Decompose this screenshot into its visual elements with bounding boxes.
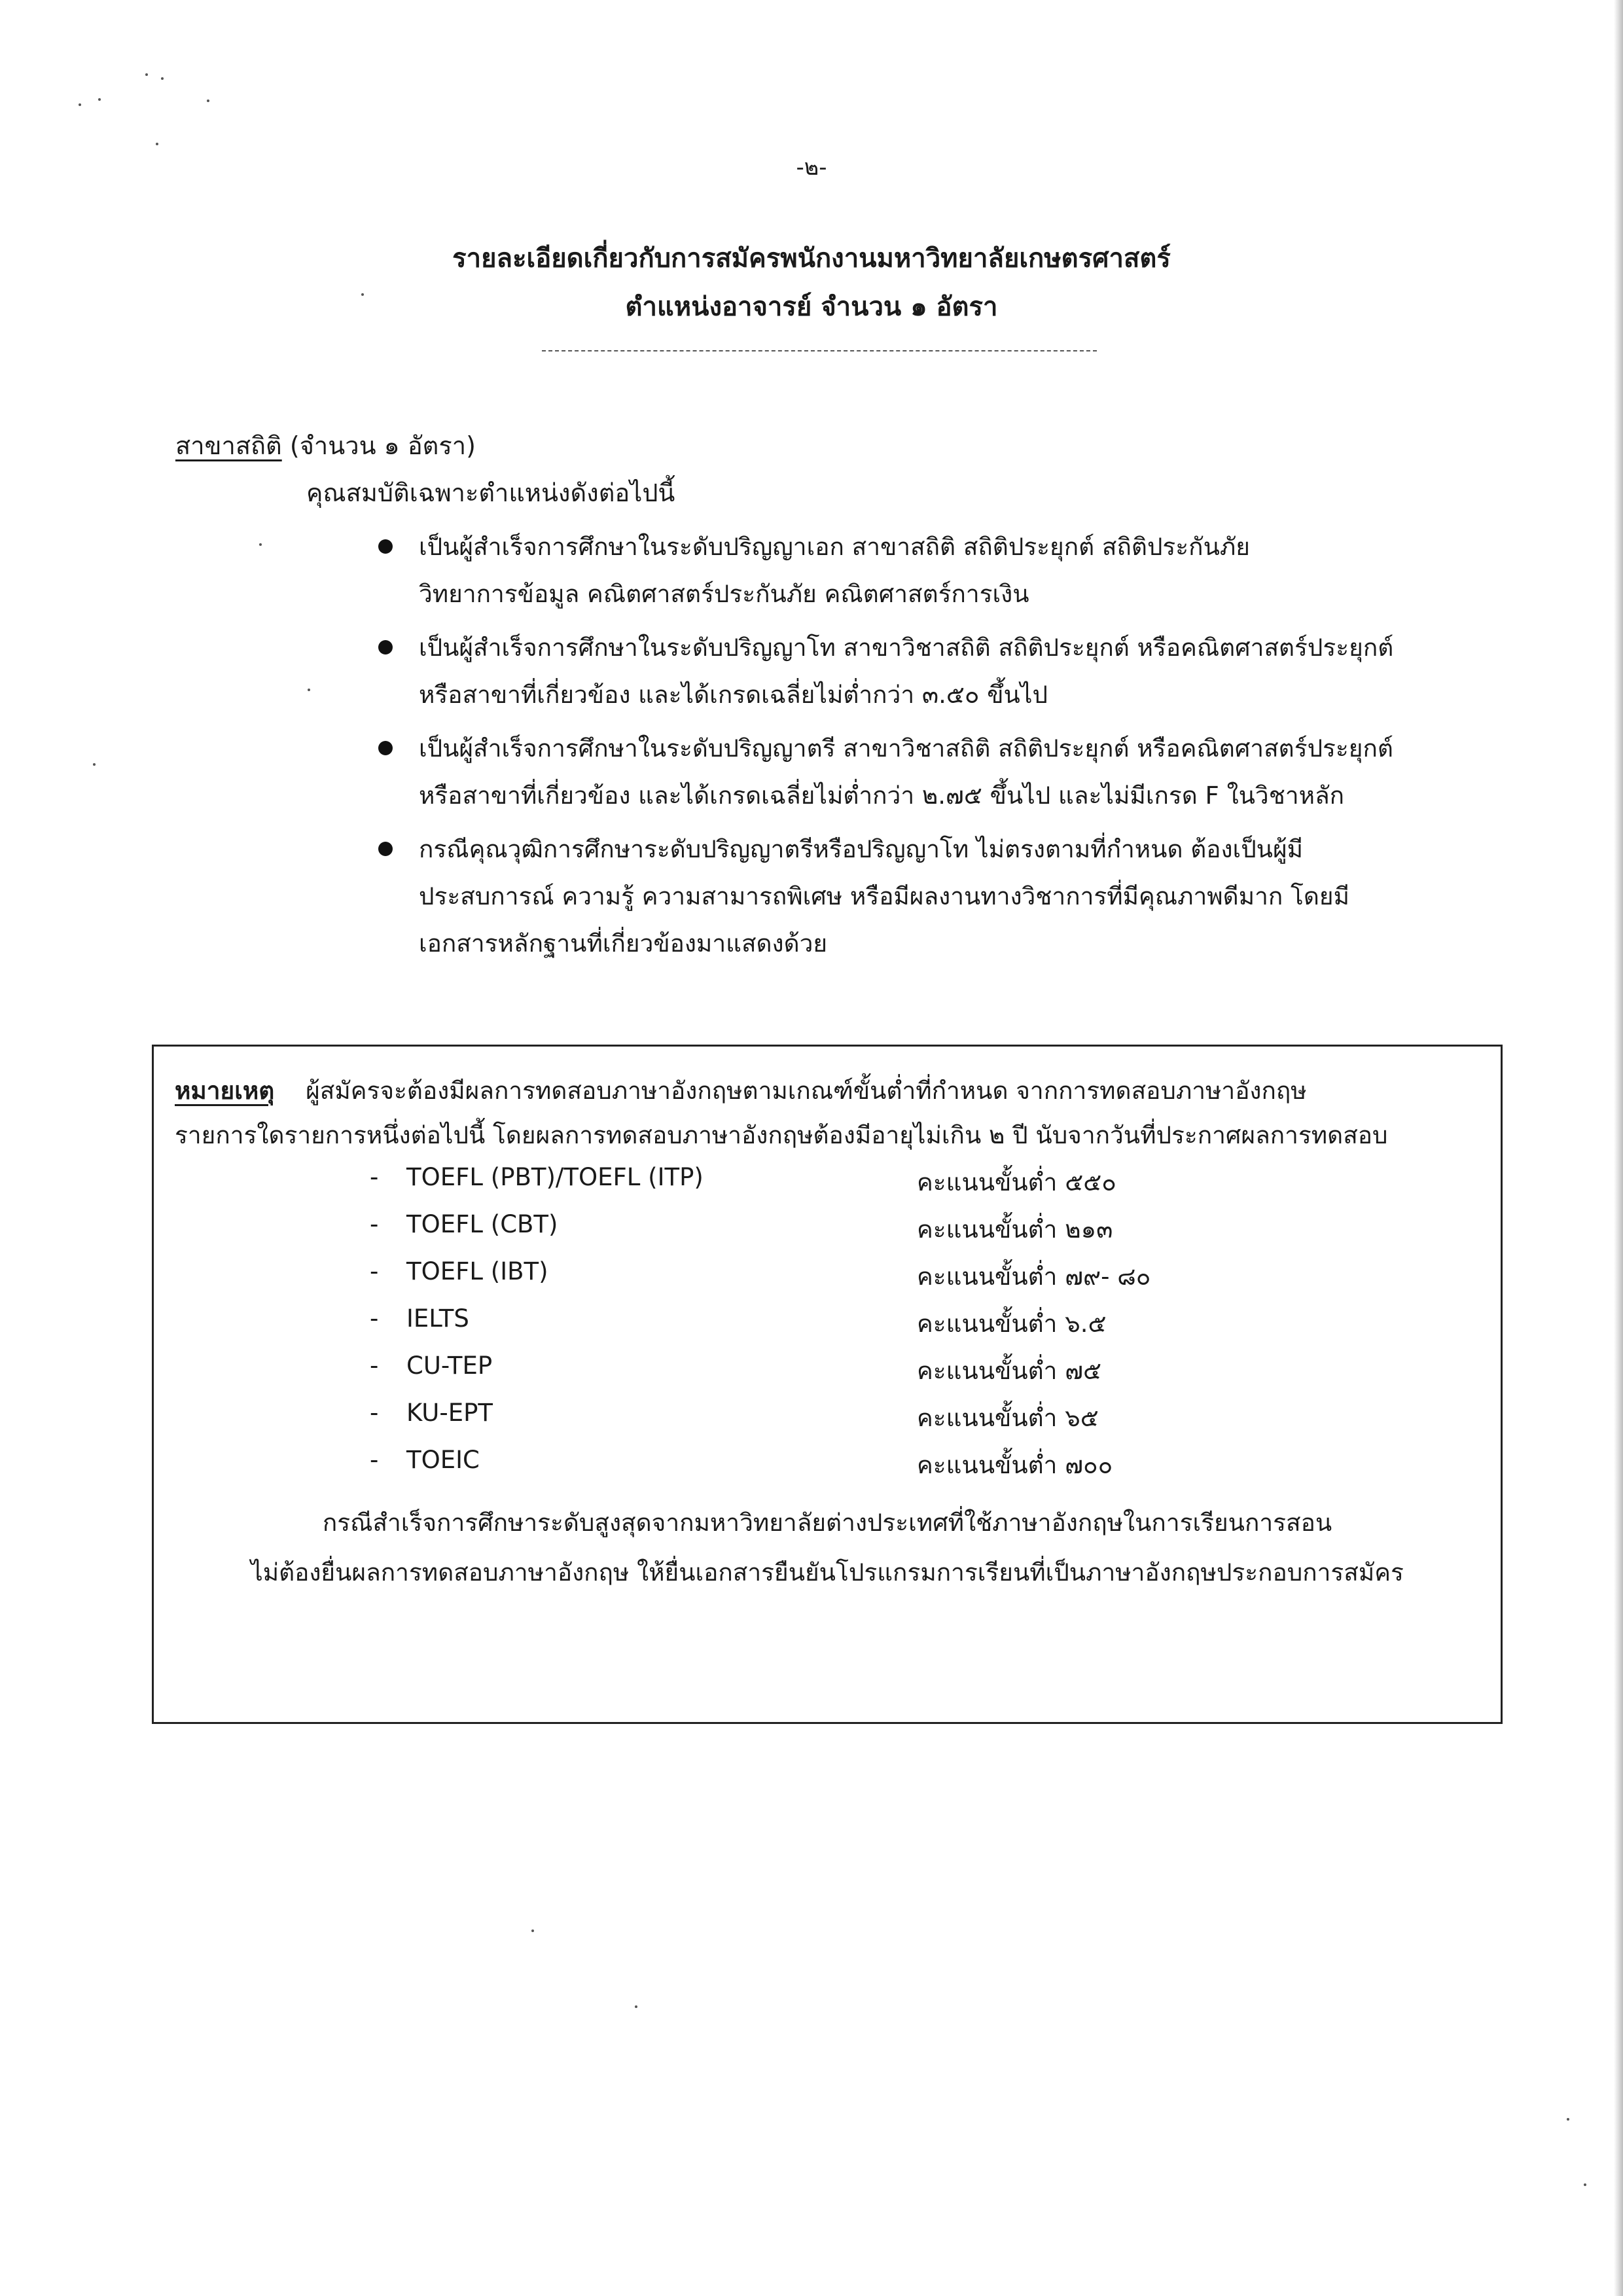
- section-count: (จำนวน ๑ อัตรา): [289, 431, 476, 460]
- scan-speck: [635, 2005, 637, 2008]
- qualification-line: กรณีคุณวุฒิการศึกษาระดับปริญญาตรีหรือปริญญาโท ไม่ตรงตามที่กำหนด ต้องเป็นผู้มี: [419, 835, 1304, 863]
- note-text: ผู้สมัครจะต้องมีผลการทดสอบภาษาอังกฤษตามเกณฑ์ขั้นต่ำที่กำหนด จากการทดสอบภาษาอังกฤษ: [306, 1077, 1307, 1105]
- scan-speck: [145, 73, 148, 76]
- bullet-icon: [378, 741, 393, 755]
- score-test-name: KU-EPT: [406, 1399, 493, 1427]
- score-minimum: คะแนนขั้นต่ำ ๗๙- ๘๐: [917, 1263, 1151, 1291]
- scan-speck: [1584, 2183, 1586, 2186]
- note-closing-line: กรณีสำเร็จการศึกษาระดับสูงสุดจากมหาวิทยาลัยต่างประเทศที่ใช้ภาษาอังกฤษในการเรียนการสอน: [322, 1509, 1332, 1537]
- scan-speck: [79, 103, 81, 106]
- qualification-line: เอกสารหลักฐานที่เกี่ยวข้องมาแสดงด้วย: [419, 929, 828, 958]
- scan-speck: [308, 689, 310, 691]
- score-test-name: CU-TEP: [406, 1352, 493, 1380]
- bullet-icon: [378, 640, 393, 655]
- qualifications-list: [419, 524, 1505, 974]
- list-item: [419, 826, 1505, 967]
- list-item: [419, 524, 1505, 618]
- bullet-icon: [378, 842, 393, 856]
- scan-speck: [161, 77, 164, 80]
- score-dash: -: [370, 1352, 379, 1380]
- score-dash: -: [370, 1446, 379, 1474]
- document-title: รายละเอียดเกี่ยวกับการสมัครพนักงานมหาวิทยาลัยเกษตรศาสตร์: [452, 243, 1171, 274]
- scan-speck: [1567, 2118, 1569, 2121]
- scan-speck: [93, 763, 96, 766]
- score-test-name: TOEFL (CBT): [406, 1210, 558, 1238]
- note-box: [152, 1045, 1503, 1724]
- note-closing-line: ไม่ต้องยื่นผลการทดสอบภาษาอังกฤษ ให้ยื่นเอกสารยืนยันโปรแกรมการเรียนที่เป็นภาษาอังกฤษประกอบการสมัคร: [251, 1558, 1404, 1587]
- qualification-line: หรือสาขาที่เกี่ยวข้อง และได้เกรดเฉลี่ยไม่ต่ำกว่า ๓.๕๐ ขึ้นไป: [419, 681, 1048, 709]
- qualification-line: หรือสาขาที่เกี่ยวข้อง และได้เกรดเฉลี่ยไม่ต่ำกว่า ๒.๗๕ ขึ้นไป และไม่มีเกรด F ในวิชาหลัก: [419, 781, 1345, 810]
- document-subtitle: ตำแหน่งอาจารย์ จำนวน ๑ อัตรา: [625, 292, 998, 322]
- score-minimum: คะแนนขั้นต่ำ ๗๐๐: [917, 1451, 1113, 1479]
- qualification-line: ประสบการณ์ ความรู้ ความสามารถพิเศษ หรือมีผลงานทางวิชาการที่มีคุณภาพดีมาก โดยมี: [419, 882, 1349, 910]
- qualifications-intro: คุณสมบัติเฉพาะตำแหน่งดังต่อไปนี้: [306, 478, 675, 507]
- scan-speck: [98, 98, 101, 101]
- score-dash: -: [370, 1257, 379, 1285]
- score-test-name: TOEIC: [406, 1446, 480, 1474]
- score-dash: -: [370, 1304, 379, 1333]
- note-first-line: [175, 1071, 1307, 1110]
- score-dash: -: [370, 1399, 379, 1427]
- score-minimum: คะแนนขั้นต่ำ ๕๕๐: [917, 1168, 1116, 1196]
- score-test-name: TOEFL (IBT): [406, 1257, 548, 1285]
- score-test-name: IELTS: [406, 1304, 469, 1333]
- scan-speck: [259, 543, 262, 546]
- score-dash: -: [370, 1163, 379, 1191]
- page-edge-shadow: [1614, 0, 1623, 2296]
- scan-speck: [207, 99, 209, 102]
- note-label: หมายเหตุ: [175, 1077, 275, 1105]
- list-item: [419, 725, 1505, 819]
- bullet-icon: [378, 539, 393, 554]
- scan-speck: [156, 143, 158, 145]
- note-second-line: รายการใดรายการหนึ่งต่อไปนี้ โดยผลการทดสอบภาษาอังกฤษต้องมีอายุไม่เกิน ๒ ปี นับจากวันที่ประกาศผลการทดสอบ: [175, 1121, 1388, 1149]
- section-heading: [175, 425, 476, 465]
- score-minimum: คะแนนขั้นต่ำ ๖.๕: [917, 1310, 1107, 1338]
- qualification-line: เป็นผู้สำเร็จการศึกษาในระดับปริญญาเอก สาขาสถิติ สถิติประยุกต์ สถิติประกันภัย: [419, 533, 1250, 561]
- score-dash: -: [370, 1210, 379, 1238]
- score-minimum: คะแนนขั้นต่ำ ๖๕: [917, 1404, 1099, 1432]
- section-name: สาขาสถิติ: [175, 431, 282, 460]
- dashed-divider: [542, 350, 1097, 351]
- qualification-line: วิทยาการข้อมูล คณิตศาสตร์ประกันภัย คณิตศาสตร์การเงิน: [419, 580, 1029, 608]
- score-minimum: คะแนนขั้นต่ำ ๒๑๓: [917, 1215, 1113, 1244]
- qualification-line: เป็นผู้สำเร็จการศึกษาในระดับปริญญาโท สาขาวิชาสถิติ สถิติประยุกต์ หรือคณิตศาสตร์ประยุกต์: [419, 634, 1394, 662]
- score-test-name: TOEFL (PBT)/TOEFL (ITP): [406, 1163, 704, 1191]
- score-minimum: คะแนนขั้นต่ำ ๗๕: [917, 1357, 1102, 1385]
- page-number: -๒-: [796, 154, 827, 181]
- list-item: [419, 624, 1505, 719]
- qualification-line: เป็นผู้สำเร็จการศึกษาในระดับปริญญาตรี สาขาวิชาสถิติ สถิติประยุกต์ หรือคณิตศาสตร์ประยุกต์: [419, 734, 1393, 762]
- scan-speck: [531, 1929, 534, 1932]
